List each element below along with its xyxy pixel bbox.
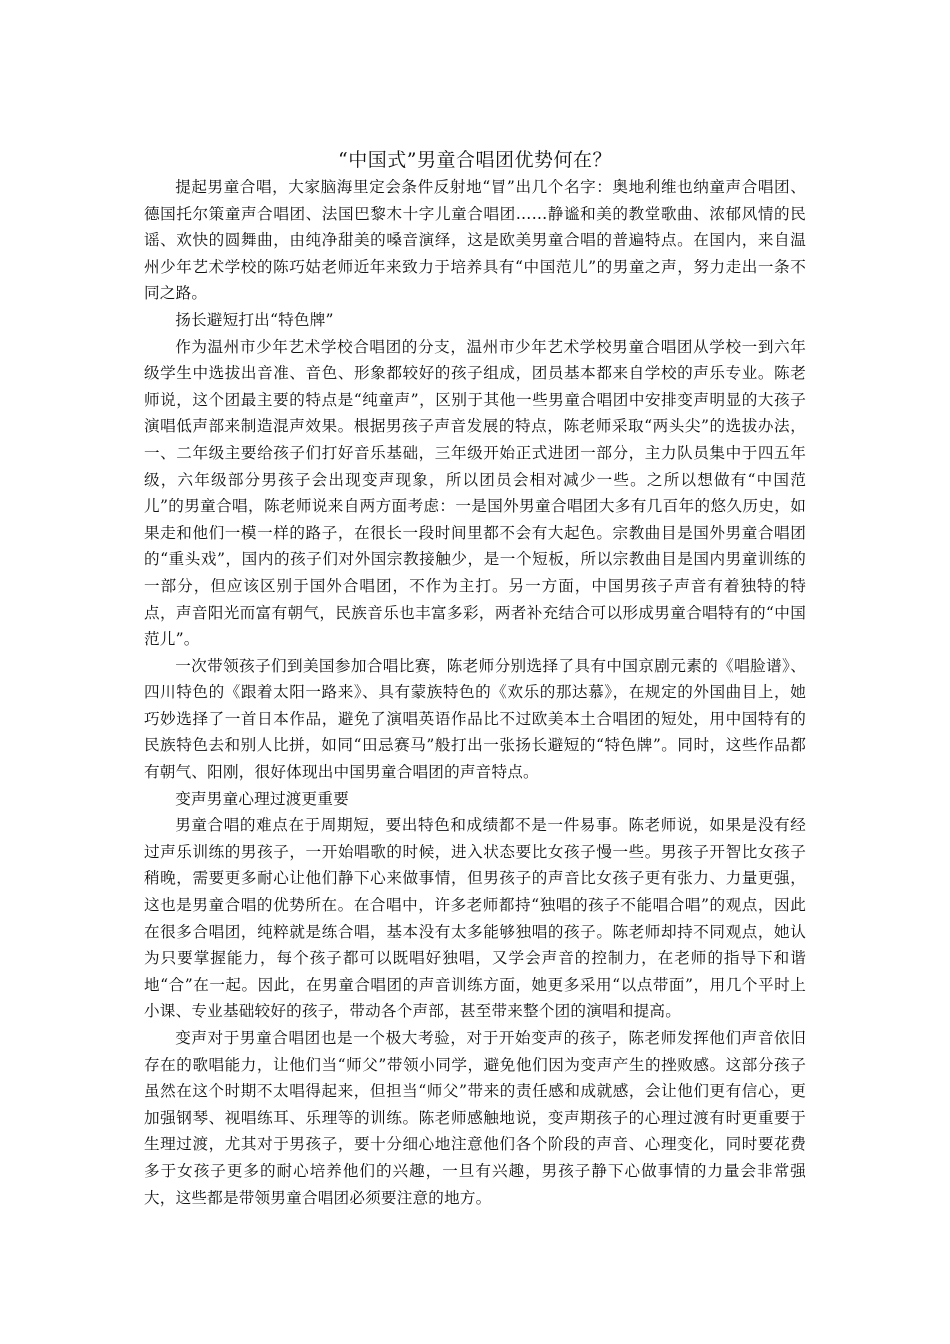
article-title: “中国式”男童合唱团优势何在？	[338, 149, 612, 171]
section-heading-voice-change: 变声男童心理过渡更重要	[175, 789, 349, 808]
paragraph-voice-change-mentoring: 变声对于男童合唱团也是一个极大考验，对于开始变声的孩子，陈老师发挥他们声音依旧存在的歌唱能力，让他们当“师父”带领小同学，避免他们因为变声产生的挫败感。这部分孩子虽然在这个时期不太唱得起来，但担当“师父”带来的责任感和成就感，会让他们更有信心，更加强钢琴、视唱练耳、乐理等的训练。陈老师感触地说，变声期孩子的心理过渡有时更重要于生理过渡，尤其对于男孩子，要十分细心地注意他们各个阶段的声音、心理变化，同时要花费多于女孩子更多的耐心培养他们的兴趣，一旦有兴趣，男孩子静下心做事情的力量会非常强大，这些都是带领男童合唱团必须要注意的地方。	[144, 1029, 806, 1207]
paragraph-choir-selection: 作为温州市少年艺术学校合唱团的分支，温州市少年艺术学校男童合唱团从学校一到六年级学生中选拔出音准、音色、形象都较好的孩子组成，团员基本都来自学校的声乐专业。陈老师说，这个团最主要的特点是“纯童声”，区别于其他一些男童合唱团中安排变声明显的大孩子演唱低声部来制造混声效果。根据男孩子声音发展的特点，陈老师采取“两头尖”的选拔办法，一、二年级主要给孩子们打好音乐基础，三年级开始正式进团一部分，主力队员集中于四五年级，六年级部分男孩子会出现变声现象，所以团员会相对减少一些。之所以想做有“中国范儿”的男童合唱，陈老师说来自两方面考虑：一是国外男童合唱团大多有几百年的悠久历史，如果走和他们一模一样的路子，在很长一段时间里都不会有大起色。宗教曲目是国外男童合唱团的“重头戏”，国内的孩子们对外国宗教接触少，是一个短板，所以宗教曲目是国内男童训练的一部分，但应该区别于国外合唱团，不作为主打。另一方面，中国男孩子声音有着独特的特点，声音阳光而富有朝气，民族音乐也丰富多彩，两者补充结合可以形成男童合唱特有的“中国范儿”。	[144, 337, 806, 649]
paragraph-us-competition: 一次带领孩子们到美国参加合唱比赛，陈老师分别选择了具有中国京剧元素的《唱脸谱》、四川特色的《跟着太阳一路来》、具有蒙族特色的《欢乐的那达慕》，在规定的外国曲目上，她巧妙选择了一首日本作品，避免了演唱英语作品比不过欧美本土合唱团的短处，用中国特有的民族特色去和别人比拼，如同“田忌赛马”般打出一张扬长避短的“特色牌”。同时，这些作品都有朝气、阳刚，很好体现出中国男童合唱团的声音特点。	[144, 656, 806, 782]
paragraph-training-difficulty: 男童合唱的难点在于周期短，要出特色和成绩都不是一件易事。陈老师说，如果是没有经过声乐训练的男孩子，一开始唱歌的时候，进入状态要比女孩子慢一些。男孩子开智比女孩子稍晚，需要更多耐心让他们静下心来做事情，但男孩子的声音比女孩子更有张力、力量更强，这也是男童合唱的优势所在。在合唱中，许多老师都持“独唱的孩子不能唱合唱”的观点，因此在很多合唱团，纯粹就是练合唱，基本没有太多能够独唱的孩子。陈老师却持不同观点，她认为只要掌握能力，每个孩子都可以既唱好独唱，又学会声音的控制力，在老师的指导下和谐地“合”在一起。因此，在男童合唱团的声音训练方面，她更多采用“以点带面”，用几个平时上小课、专业基础较好的孩子，带动各个声部，甚至带来整个团的演唱和提高。	[144, 816, 806, 1021]
section-heading-specialty: 扬长避短打出“特色牌”	[175, 310, 334, 329]
intro-paragraph: 提起男童合唱，大家脑海里定会条件反射地“冒”出几个名字：奥地利维也纳童声合唱团、德国托尔策童声合唱团、法国巴黎木十字儿童合唱团……静谧和美的教堂歌曲、浓郁风情的民谣、欢快的圆舞曲，由纯净甜美的嗓音演绎，这是欧美男童合唱的普遍特点。在国内，来自温州少年艺术学校的陈巧姑老师近年来致力于培养具有“中国范儿”的男童之声，努力走出一条不同之路。	[144, 178, 806, 303]
article-body	[144, 146, 806, 1211]
